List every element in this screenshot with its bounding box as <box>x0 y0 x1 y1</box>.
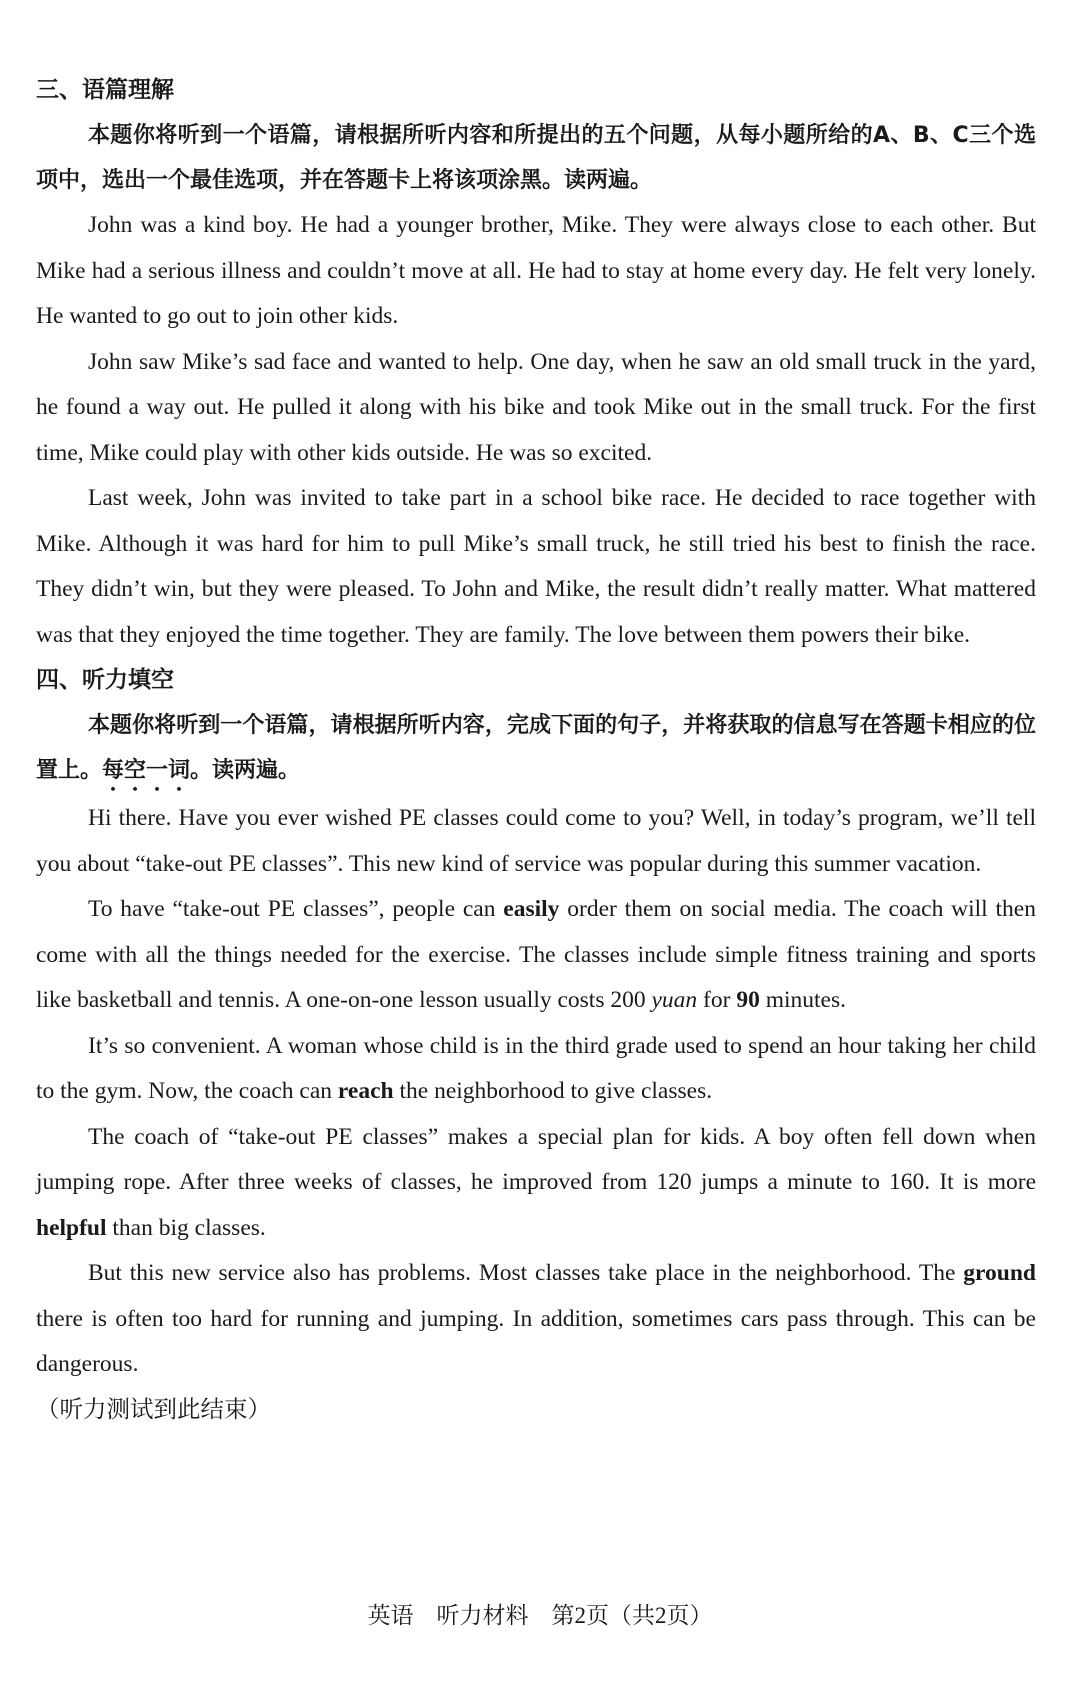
end-note: （听力测试到此结束） <box>36 1396 271 1423</box>
section4-paragraph-1: Hi there. Have you ever wished PE classes could come to you? Well, in today’s program, we’ll tell you about “take-out PE classes”. This new kind of service was popular during this summer vacation. <box>36 805 1036 877</box>
page-footer: 英语 听力材料 第2页（共2页） <box>367 1603 713 1628</box>
p3-text-c: the neighborhood to give classes. <box>393 1078 713 1104</box>
section4-instruction-emphasis: 每空一词 <box>102 758 191 783</box>
section3-paragraph-2: John saw Mike’s sad face and wanted to help. One day, when he saw an old small truck in the yard, he found a way out. He pulled it along with his bike and took Mike out in the small truck. For the first time, Mike could play with other kids outside. He was so excited. <box>36 348 1036 466</box>
section3-instruction: 本题你将听到一个语篇，请根据所听内容和所提出的五个问题，从每小题所给的A、B、C三个选项中，选出一个最佳选项，并在答题卡上将该项涂黑。读两遍。 <box>36 123 1036 193</box>
keyword-90: 90 <box>736 987 760 1013</box>
p5-text-c: there is often too hard for running and jumping. In addition, sometimes cars pass through. This can be dangerous. <box>36 1305 1036 1377</box>
section4-instruction-main: 本题你将听到一个语篇，请根据所听内容，完成下面的句子，并将获取的信息写在答题卡相应的位置上。 <box>36 713 1036 783</box>
p5-text-a: But this new service also has problems. Most classes take place in the neighborhood. The <box>88 1260 964 1286</box>
p4-text-c: than big classes. <box>106 1214 266 1241</box>
section4-paragraph-4 <box>36 1115 1036 1252</box>
p4-text-a: The coach of “take-out PE classes” makes a special plan for kids. A boy often fell down when jumping rope. After three weeks of classes, he improved from 120 jumps a minute to 160. It is more <box>36 1123 1036 1195</box>
keyword-ground: ground <box>963 1260 1036 1286</box>
p3-text-a: It’s so convenient. A woman whose child is in the third grade used to spend an hour taking her child to the gym. Now, the coach can <box>36 1032 1036 1104</box>
section4-heading: 四、听力填空 <box>36 667 174 693</box>
keyword-helpful: helpful <box>36 1214 107 1241</box>
keyword-easily: easily <box>503 896 560 922</box>
section3-paragraph-3: Last week, John was invited to take part in a school bike race. He decided to race together with Mike. Although it was hard for him to pull Mike’s small truck, he still tried his best to finish the race. They didn’t win, but they were pleased. To John and Mike, the result didn’t really matter. What mattered was that they enjoyed the time together. They are family. The love between them powers their bike. <box>36 485 1036 648</box>
word-yuan: yuan <box>651 987 698 1013</box>
section3-paragraph-1: John was a kind boy. He had a younger brother, Mike. They were always close to each other. But Mike had a serious illness and couldn’t move at all. He had to stay at home every day. He felt very lonely. He wanted to go out to join other kids. <box>36 212 1036 329</box>
section4-paragraph-2 <box>36 887 1036 1024</box>
section4-instruction <box>36 703 1036 796</box>
p2-text-d: for <box>697 987 737 1013</box>
keyword-reach: reach <box>337 1078 394 1104</box>
p2-text-c: order them on social media. The coach will then come with all the things needed for the exercise. The classes include simple fitness training and sports like basketball and tennis. A one-on-one lesson usually costs 200 <box>36 896 1036 1013</box>
p2-text-a: To have “take-out PE classes”, people can <box>88 896 504 922</box>
section4-paragraph-3 <box>36 1024 1036 1115</box>
section3-heading: 三、语篇理解 <box>36 77 174 103</box>
section4-paragraph-5 <box>36 1251 1036 1388</box>
p2-text-e: minutes. <box>759 987 846 1013</box>
section4-instruction-tail: 。读两遍。 <box>190 758 301 783</box>
